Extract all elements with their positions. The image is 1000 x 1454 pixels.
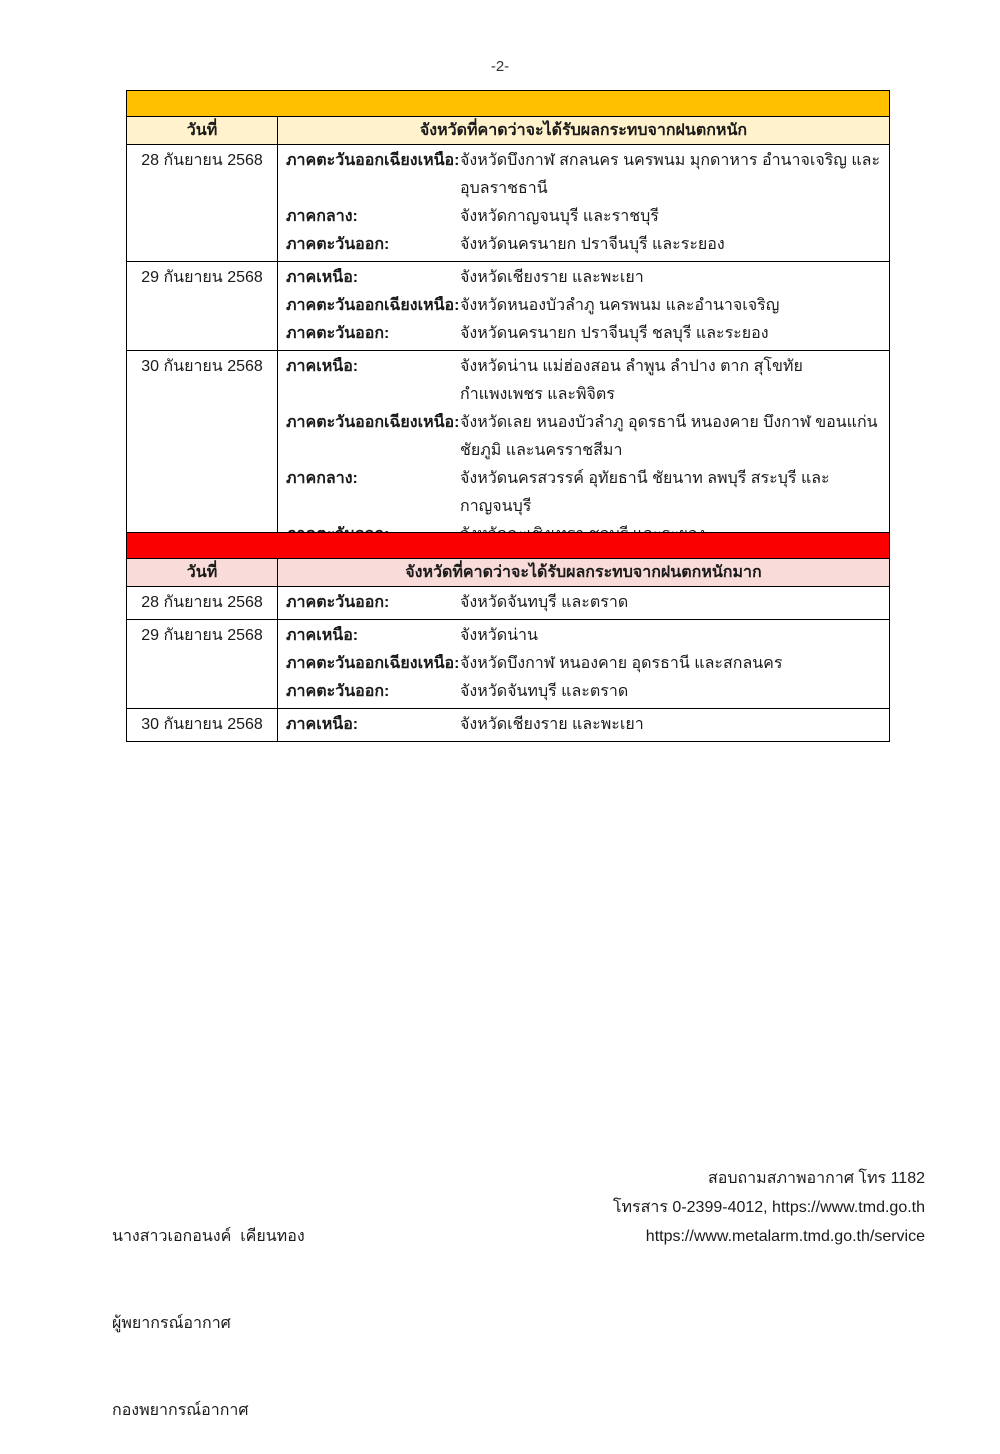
provinces-text: จังหวัดจันทบุรี และตราด — [460, 683, 629, 700]
date-cell: 29 กันยายน 2568 — [127, 262, 278, 351]
region-label: ภาคตะวันออกเฉียงเหนือ: — [286, 152, 460, 169]
region-label: ภาคกลาง: — [286, 470, 358, 487]
region-label: ภาคตะวันออก: — [286, 594, 390, 611]
table-row — [127, 709, 890, 742]
heavy-rain-banner-row — [127, 91, 890, 117]
forecaster-title: ผู้พยากรณ์อากาศ — [112, 1315, 231, 1332]
date-cell: 29 กันยายน 2568 — [127, 620, 278, 709]
heavy-rain-table — [126, 90, 890, 552]
provinces-cell — [278, 587, 890, 620]
region-entry — [286, 711, 881, 739]
heavy-rain-header-row — [127, 117, 890, 145]
region-label: ภาคตะวันออก: — [286, 325, 390, 342]
contact-info-block — [613, 1164, 925, 1251]
page-number: -2- — [490, 58, 510, 75]
provinces-text: จังหวัดกาญจนบุรี และราชบุรี — [460, 208, 659, 225]
contact-alert-website: https://www.metalarm.tmd.go.th/service — [645, 1228, 925, 1245]
very-heavy-rain-header-row — [127, 559, 890, 587]
forecaster-name: นางสาวเอกอนงค์ เคียนทอง — [112, 1228, 305, 1245]
region-label: ภาคตะวันออก: — [286, 683, 390, 700]
contact-fax-website: โทรสาร 0-2399-4012, https://www.tmd.go.th — [612, 1199, 925, 1216]
region-entry — [286, 231, 881, 259]
date-cell: 28 กันยายน 2568 — [127, 145, 278, 262]
provinces-text: จังหวัดเชียงราย และพะเยา — [460, 269, 644, 286]
region-label: ภาคเหนือ: — [286, 627, 359, 644]
region-label: ภาคตะวันออกเฉียงเหนือ: — [286, 297, 460, 314]
provinces-text: จังหวัดจันทบุรี และตราด — [460, 594, 629, 611]
region-entry — [286, 622, 881, 650]
date-cell: 30 กันยายน 2568 — [127, 351, 278, 552]
region-label: ภาคตะวันออกเฉียงเหนือ: — [286, 414, 460, 431]
provinces-text: จังหวัดนครนายก ปราจีนบุรี และระยอง — [460, 236, 725, 253]
provinces-text: จังหวัดเชียงราย และพะเยา — [460, 716, 644, 733]
table-row — [127, 262, 890, 351]
very-heavy-rain-table — [126, 532, 890, 742]
provinces-text: จังหวัดเลย หนองบัวลำภู อุดรธานี หนองคาย บึงกาฬ ขอนแก่น ชัยภูมิ และนครราชสีมา — [460, 414, 878, 459]
provinces-text: จังหวัดบึงกาฬ หนองคาย อุดรธานี และสกลนคร — [460, 655, 783, 672]
forecaster-division: กองพยากรณ์อากาศ — [112, 1402, 249, 1419]
region-entry — [286, 320, 881, 348]
date-cell: 28 กันยายน 2568 — [127, 587, 278, 620]
heavy-rain-col-provinces: จังหวัดที่คาดว่าจะได้รับผลกระทบจากฝนตกหนัก — [278, 117, 890, 145]
provinces-text: จังหวัดนครสวรรค์ อุทัยธานี ชัยนาท ลพบุรี สระบุรี และกาญจนบุรี — [460, 470, 830, 515]
table-row — [127, 145, 890, 262]
forecaster-signature-block — [112, 1164, 305, 1454]
provinces-text: จังหวัดน่าน แม่ฮ่องสอน ลำพูน ลำปาง ตาก สุโขทัย กำแพงเพชร และพิจิตร — [460, 358, 803, 403]
provinces-text: จังหวัดนครนายก ปราจีนบุรี ชลบุรี และระยอง — [460, 325, 769, 342]
very-heavy-rain-col-provinces: จังหวัดที่คาดว่าจะได้รับผลกระทบจากฝนตกหนักมาก — [278, 559, 890, 587]
very-heavy-rain-banner-row — [127, 533, 890, 559]
region-label: ภาคเหนือ: — [286, 269, 359, 286]
region-entry — [286, 409, 881, 465]
heavy-rain-banner — [127, 91, 890, 117]
region-label: ภาคเหนือ: — [286, 716, 359, 733]
region-label: ภาคตะวันออกเฉียงเหนือ: — [286, 655, 460, 672]
provinces-cell — [278, 351, 890, 552]
region-entry — [286, 353, 881, 409]
heavy-rain-col-date: วันที่ — [127, 117, 278, 145]
provinces-text: จังหวัดบึงกาฬ สกลนคร นครพนม มุกดาหาร อำนาจเจริญ และอุบลราชธานี — [460, 152, 881, 197]
region-entry — [286, 264, 881, 292]
region-entry — [286, 650, 881, 678]
table-row — [127, 351, 890, 552]
contact-phone: สอบถามสภาพอากาศ โทร 1182 — [707, 1170, 925, 1187]
provinces-text: จังหวัดหนองบัวลำภู นครพนม และอำนาจเจริญ — [460, 297, 780, 314]
region-entry — [286, 678, 881, 706]
region-entry — [286, 147, 881, 203]
provinces-text: จังหวัดน่าน — [460, 627, 538, 644]
very-heavy-rain-col-date: วันที่ — [127, 559, 278, 587]
region-entry — [286, 465, 881, 521]
provinces-cell — [278, 145, 890, 262]
region-label: ภาคกลาง: — [286, 208, 358, 225]
region-entry — [286, 203, 881, 231]
very-heavy-rain-banner — [127, 533, 890, 559]
date-cell: 30 กันยายน 2568 — [127, 709, 278, 742]
provinces-cell — [278, 620, 890, 709]
region-label: ภาคตะวันออก: — [286, 236, 390, 253]
region-entry — [286, 589, 881, 617]
region-entry — [286, 292, 881, 320]
provinces-cell — [278, 709, 890, 742]
region-label: ภาคเหนือ: — [286, 358, 359, 375]
provinces-cell — [278, 262, 890, 351]
table-row — [127, 620, 890, 709]
table-row — [127, 587, 890, 620]
